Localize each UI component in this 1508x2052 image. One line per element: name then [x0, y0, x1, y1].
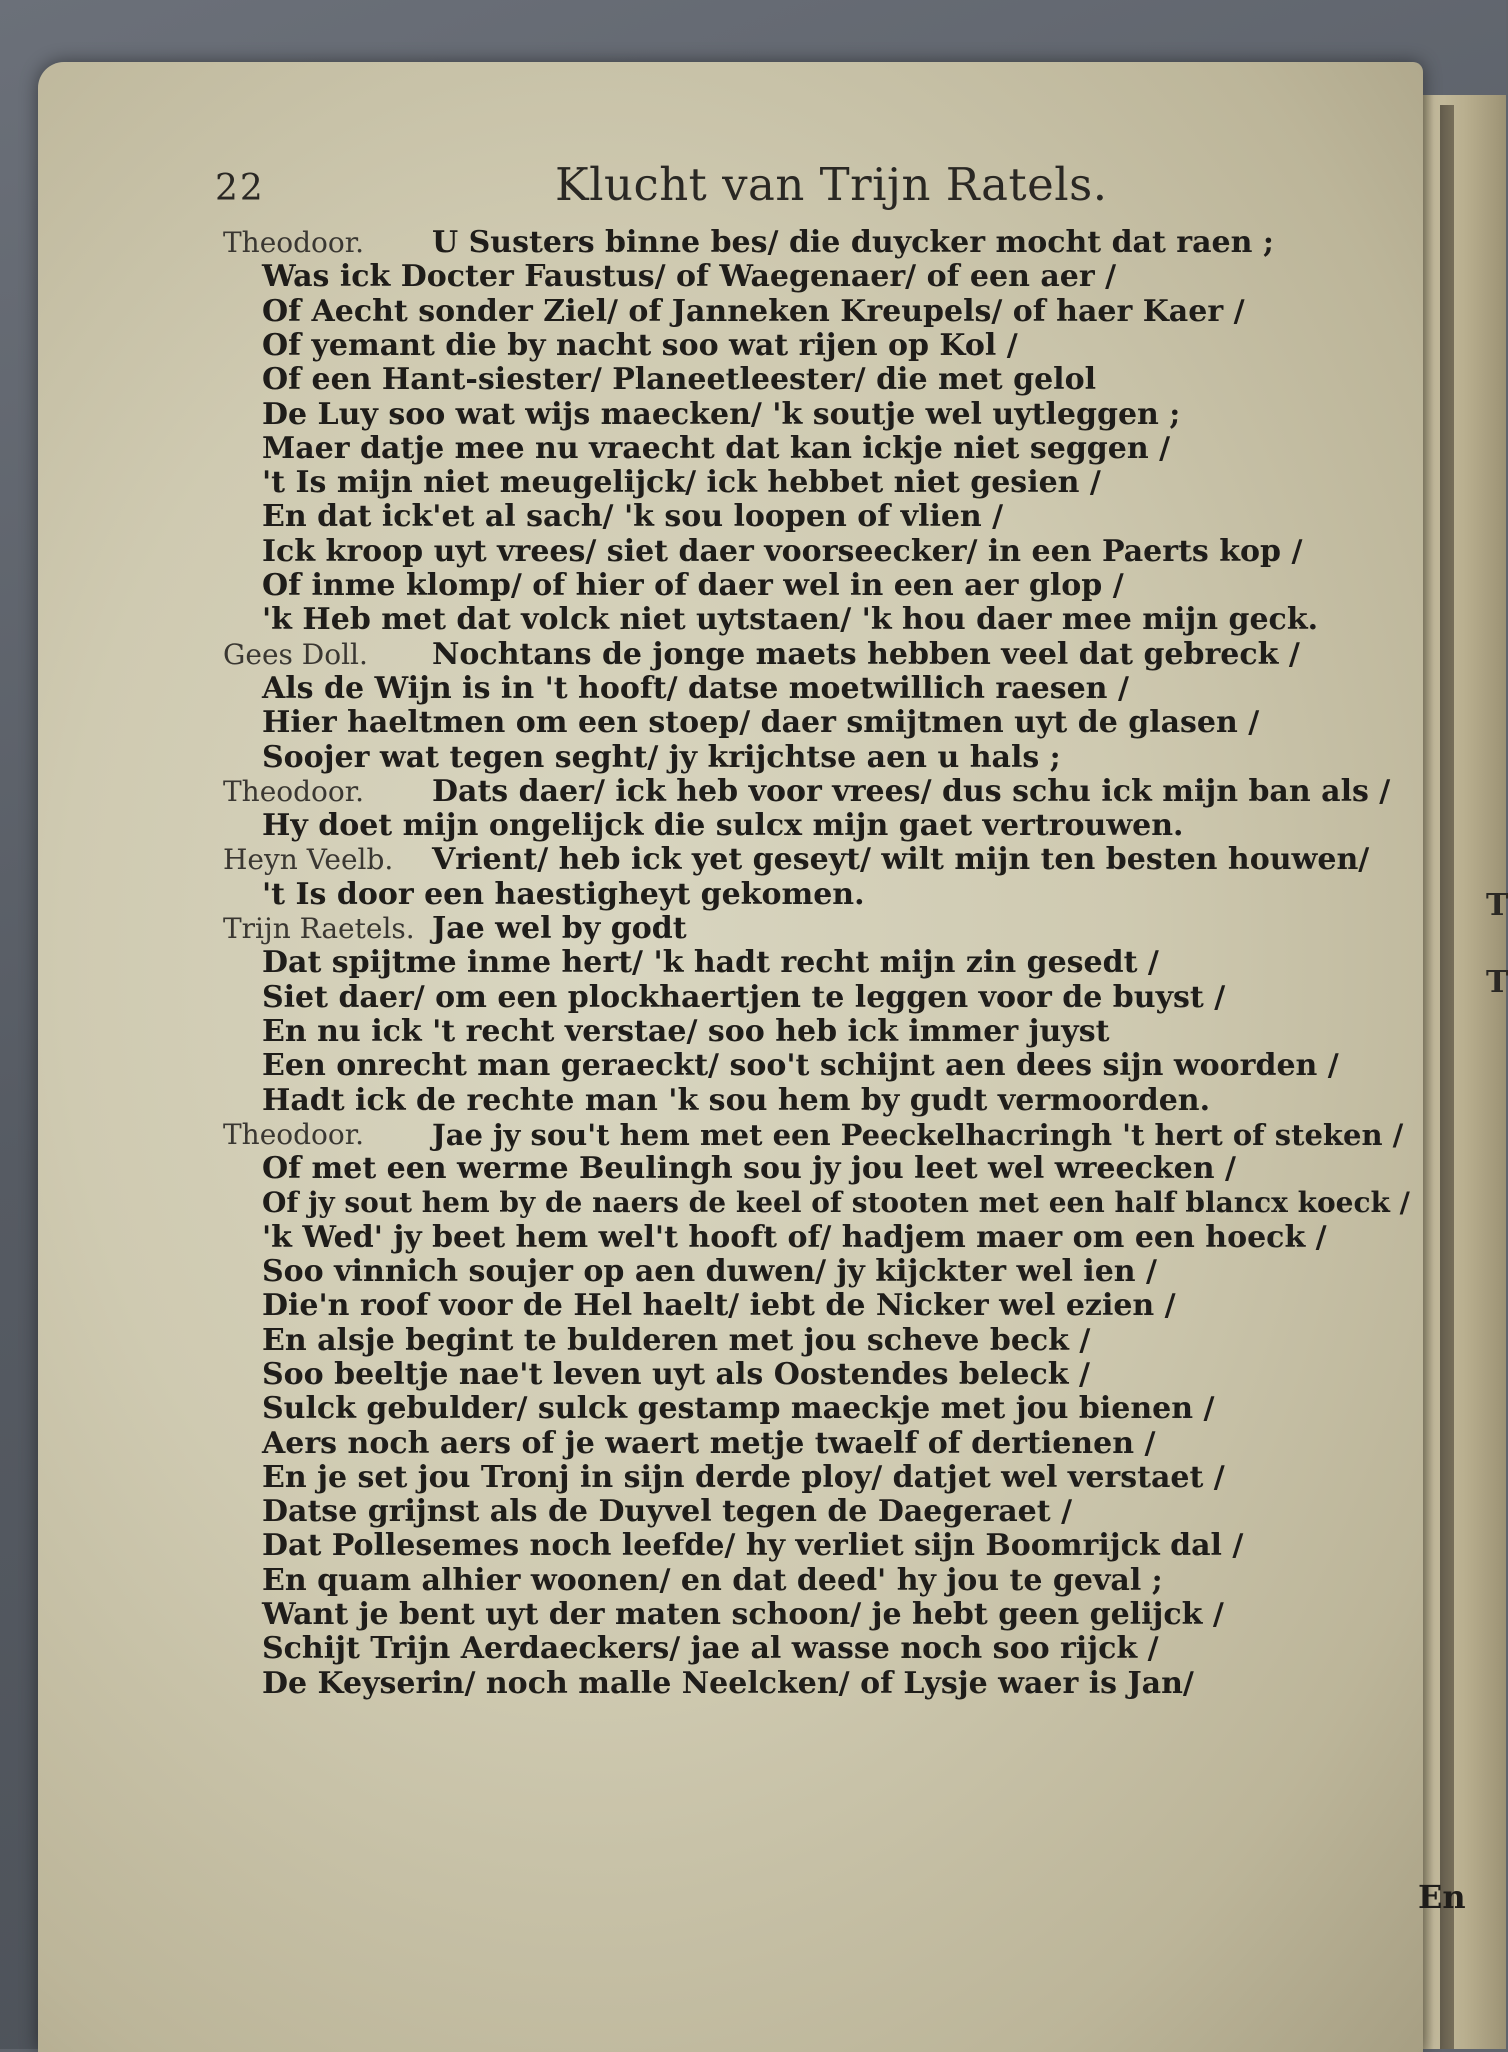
verse-line: [0, 1493, 1420, 1531]
verse-text: De Luy soo wat wijs maecken/ 'k soutje wel uytleggen ;: [262, 396, 1181, 432]
verse-line: [0, 293, 1420, 331]
margin-letter: T: [1486, 965, 1508, 1000]
verse-line: [0, 1082, 1420, 1120]
verse-text: Ick kroop uyt vrees/ siet daer voorseecker/ in een Paerts kop /: [262, 533, 1303, 569]
verse-line: [0, 704, 1420, 742]
verse-line: [0, 1527, 1420, 1565]
verse-line: [0, 1459, 1420, 1497]
verse-text: Schijt Trijn Aerdaeckers/ jae al wasse noch soo rijck /: [262, 1631, 1159, 1667]
verse-line: [0, 327, 1420, 365]
verse-text: Als de Wijn is in 't hooft/ datse moetwillich raesen /: [262, 670, 1129, 706]
verse-text: En quam alhier woonen/ en dat deed' hy jou te geval ;: [262, 1562, 1163, 1598]
speaker-name: Theodoor.: [223, 774, 364, 808]
verse-line: [0, 739, 1420, 777]
verse-text: 't Is mijn niet meugelijck/ ick hebbet niet gesien /: [262, 465, 1101, 501]
verse-line: [0, 224, 1420, 262]
verse-text: Of Aecht sonder Ziel/ of Janneken Kreupels/ of haer Kaer /: [262, 293, 1245, 329]
verse-text: Dats daer/ ick heb voor vrees/ dus schu ick mijn ban als /: [432, 773, 1391, 809]
verse-line: [0, 601, 1420, 639]
verse-text: Jae wel by godt: [432, 911, 687, 946]
verse-line: [0, 979, 1420, 1017]
verse-line: [0, 773, 1420, 811]
speaker-name: Theodoor.: [223, 226, 364, 259]
verse-line: [0, 1630, 1420, 1668]
verse-text: De Keyserin/ noch malle Neelcken/ of Lysje waer is Jan/: [262, 1665, 1194, 1701]
verse-line: [0, 1013, 1420, 1051]
verse-text: Maer datje mee nu vraecht dat kan ickje niet seggen /: [262, 430, 1171, 466]
verse-line: [0, 1253, 1420, 1291]
verse-text: Of een Hant-siester/ Planeetleester/ die met gelol: [262, 362, 1096, 398]
verse-line: [0, 258, 1420, 296]
verse-line: [0, 910, 1420, 948]
verse-line: [0, 1219, 1420, 1257]
verse-text: Jae jy sou't hem met een Peeckelhacringh 't hert of steken /: [432, 1117, 1404, 1152]
verse-line: [0, 1116, 1420, 1154]
verse-text: 'k Heb met dat volck niet uytstaen/ 'k hou daer mee mijn geck.: [262, 602, 1319, 638]
verse-text: Dat spijtme inme hert/ 'k hadt recht mijn zin gesedt /: [262, 945, 1159, 981]
verse-line: [0, 1665, 1420, 1703]
verse-line: [0, 1356, 1420, 1394]
verse-line: [0, 1047, 1420, 1085]
verse-line: [0, 1562, 1420, 1600]
catchword: En: [1418, 1878, 1466, 1916]
verse-text: Soo vinnich soujer op aen duwen/ jy kijckter wel ien /: [262, 1254, 1157, 1289]
speaker-name: Trijn Raetels.: [223, 912, 415, 945]
verse-text: Of jy sout hem by de naers de keel of stooten met een half blancx koeck /: [262, 1186, 1410, 1220]
verse-line: [0, 464, 1420, 502]
verse-text: Hier haeltmen om een stoep/ daer smijtmen uyt de glasen /: [262, 705, 1260, 741]
speaker-name: Theodoor.: [223, 1117, 364, 1151]
verse-line: [0, 670, 1420, 708]
verse-line: [0, 807, 1420, 845]
verse-text: Een onrecht man geraeckt/ soo't schijnt aen dees sijn woorden /: [262, 1048, 1339, 1084]
verse-line: [0, 567, 1420, 605]
verse-text: Hy doet mijn ongelijck die sulcx mijn gaet vertrouwen.: [262, 808, 1184, 844]
speaker-name: Heyn Veelb.: [223, 843, 394, 877]
verse-text: Datse grijnst als de Duyvel tegen de Daegeraet /: [262, 1494, 1073, 1530]
verse-line: [0, 1390, 1420, 1428]
running-title: Klucht van Trijn Ratels.: [555, 158, 1108, 211]
verse-text: Die'n roof voor de Hel haelt/ iebt de Nicker wel ezien /: [262, 1288, 1176, 1324]
verse-text: 't Is door een haestigheyt gekomen.: [262, 876, 865, 912]
verse-text: En nu ick 't recht verstae/ soo heb ick immer juyst: [262, 1013, 1110, 1049]
verse-line: [0, 1150, 1420, 1188]
verse-text: Dat Pollesemes noch leefde/ hy verliet sijn Boomrijck dal /: [262, 1528, 1244, 1564]
verse-text: Soojer wat tegen seght/ jy krijchtse aen u hals ;: [262, 739, 1061, 775]
verse-line: [0, 636, 1420, 674]
verse-text: En dat ick'et al sach/ 'k sou loopen of vlien /: [262, 499, 1004, 535]
verse-text: Siet daer/ om een plockhaertjen te leggen voor de buyst /: [262, 979, 1226, 1015]
verse-text: Want je bent uyt der maten schoon/ je hebt geen gelijck /: [262, 1597, 1224, 1632]
verse-line: [0, 396, 1420, 434]
verse-text: 'k Wed' jy beet hem wel't hooft of/ hadjem maer om een hoeck /: [262, 1219, 1327, 1255]
margin-letter: T: [1486, 888, 1508, 923]
verse-text: U Susters binne bes/ die duycker mocht dat raen ;: [432, 225, 1274, 260]
verse-text: Nochtans de jonge maets hebben veel dat gebreck /: [432, 636, 1300, 672]
verse-text: Aers noch aers of je waert metje twaelf of dertienen /: [262, 1425, 1156, 1461]
verse-text: En je set jou Tronj in sijn derde ploy/ datjet wel verstaet /: [262, 1459, 1225, 1495]
verse-line: [0, 498, 1420, 536]
verse-text: Hadt ick de rechte man 'k sou hem by gudt vermoorden.: [262, 1082, 1211, 1118]
verse-line: [0, 533, 1420, 571]
verse-text: Soo beeltje nae't leven uyt als Oostendes beleck /: [262, 1356, 1090, 1392]
verse-line: [0, 1287, 1420, 1325]
verse-text: En alsje begint te bulderen met jou scheve beck /: [262, 1322, 1091, 1358]
verse-text: Vrient/ heb ick yet geseyt/ wilt mijn ten besten houwen/: [432, 842, 1370, 878]
verse-line: [0, 1425, 1420, 1463]
verse-text: Was ick Docter Faustus/ of Waegenaer/ of een aer /: [262, 259, 1117, 295]
verse-line: [0, 1596, 1420, 1634]
verse-line: [0, 944, 1420, 982]
verse-line: [0, 841, 1420, 879]
verse-line: [0, 1184, 1420, 1222]
page-number: 22: [215, 168, 265, 209]
verse-line: [0, 361, 1420, 399]
verse-line: [0, 1322, 1420, 1360]
speaker-name: Gees Doll.: [223, 637, 368, 671]
verse-text: Of yemant die by nacht soo wat rijen op Kol /: [262, 327, 1018, 363]
verse-text: Sulck gebulder/ sulck gestamp maeckje met jou bienen /: [262, 1391, 1215, 1427]
verse-line: [0, 876, 1420, 914]
verse-text: Of inme klomp/ of hier of daer wel in een aer glop /: [262, 568, 1124, 603]
verse-line: [0, 430, 1420, 468]
verse-text: Of met een werme Beulingh sou jy jou leet wel wreecken /: [262, 1151, 1236, 1187]
